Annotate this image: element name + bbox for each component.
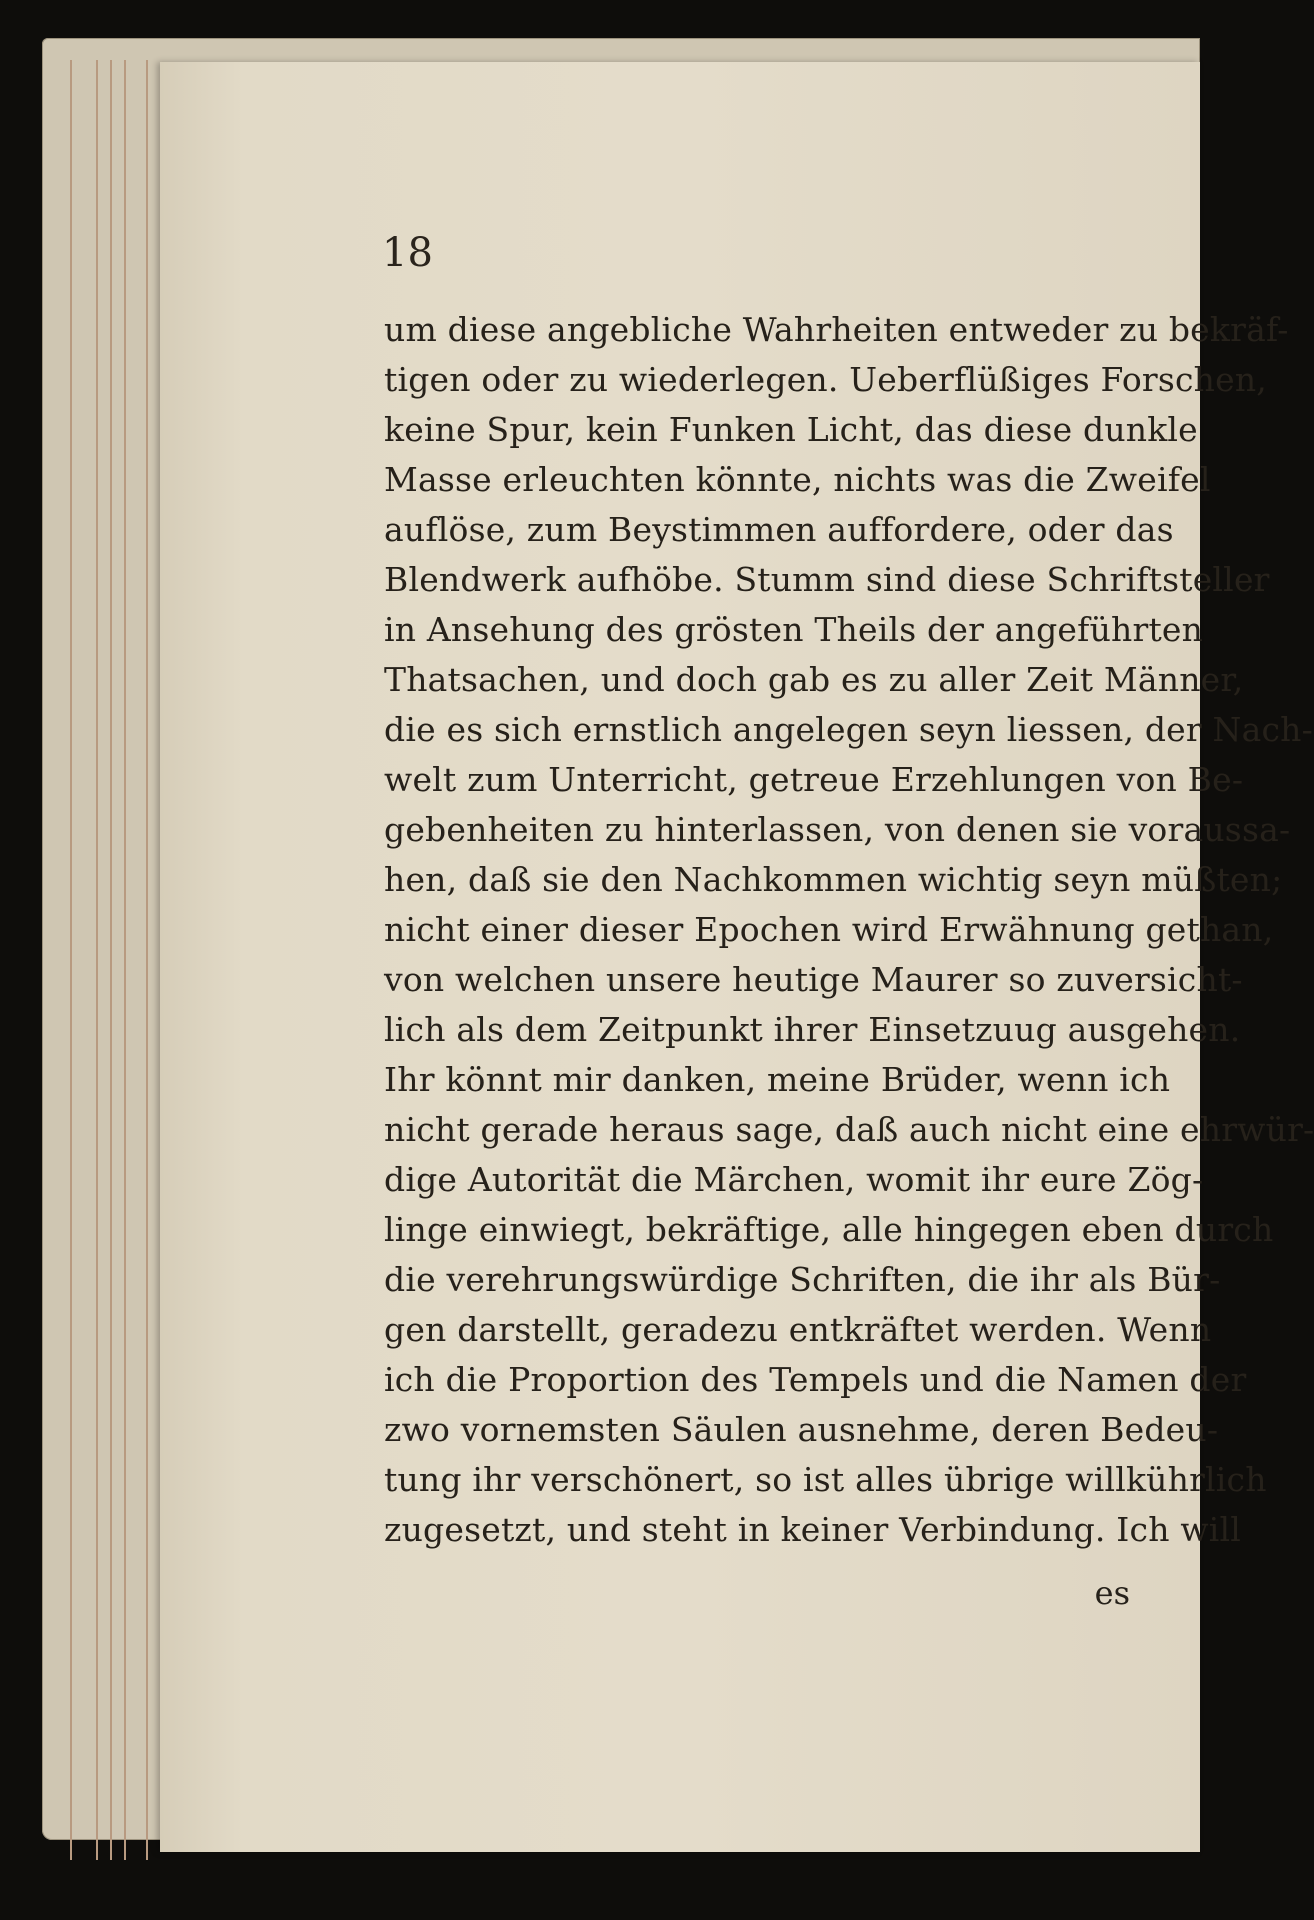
text-line: nicht gerade heraus sage, daß auch nicht eine ehrwür- (384, 1110, 1314, 1149)
text-line: von welchen unsere heutige Maurer so zuversicht- (384, 960, 1243, 999)
text-line: lich als dem Zeitpunkt ihrer Einsetzuug ausgehen. (384, 1010, 1241, 1049)
text-line: auflöse, zum Beystimmen auffordere, oder das (384, 510, 1174, 549)
text-line: Ihr könnt mir danken, meine Brüder, wenn ich (384, 1060, 1171, 1099)
page-edge (124, 60, 126, 1860)
body-text (384, 305, 1314, 1555)
text-line: keine Spur, kein Funken Licht, das diese dunkle (384, 410, 1198, 449)
text-line: tung ihr verschönert, so ist alles übrige willkührlich (384, 1460, 1267, 1499)
text-line: in Ansehung des grösten Theils der angeführten (384, 610, 1204, 649)
text-line: Masse erleuchten könnte, nichts was die Zweifel (384, 460, 1211, 499)
text-line: Thatsachen, und doch gab es zu aller Zeit Männer, (384, 660, 1244, 699)
text-line: dige Autorität die Märchen, womit ihr eure Zög- (384, 1160, 1204, 1199)
page-number: 18 (382, 230, 433, 276)
text-line: gen darstellt, geradezu entkräftet werden. Wenn (384, 1310, 1212, 1349)
text-line: Blendwerk aufhöbe. Stumm sind diese Schriftsteller (384, 560, 1270, 599)
page-edge (146, 60, 148, 1860)
text-line: hen, daß sie den Nachkommen wichtig seyn müßten; (384, 860, 1283, 899)
text-line: ich die Proportion des Tempels und die Namen der (384, 1360, 1247, 1399)
text-line: welt zum Unterricht, getreue Erzehlungen von Be- (384, 760, 1244, 799)
text-line: zugesetzt, und steht in keiner Verbindung. Ich will (384, 1510, 1242, 1549)
text-line: linge einwiegt, bekräftige, alle hingegen eben durch (384, 1210, 1274, 1249)
page-edge (110, 60, 112, 1860)
text-line: zwo vornemsten Säulen ausnehme, deren Bedeu- (384, 1410, 1219, 1449)
text-line: die es sich ernstlich angelegen seyn liessen, der Nach- (384, 710, 1313, 749)
page-edge (70, 60, 72, 1860)
text-line: die verehrungswürdige Schriften, die ihr als Bür- (384, 1260, 1221, 1299)
text-line: gebenheiten zu hinterlassen, von denen sie voraussa- (384, 810, 1291, 849)
text-line: tigen oder zu wiederlegen. Ueberflüßiges Forschen, (384, 360, 1268, 399)
text-line: um diese angebliche Wahrheiten entweder zu bekräf- (384, 310, 1289, 349)
catchword: es (1094, 1574, 1130, 1612)
text-line: nicht einer dieser Epochen wird Erwähnung gethan, (384, 910, 1274, 949)
page-edge (96, 60, 98, 1860)
